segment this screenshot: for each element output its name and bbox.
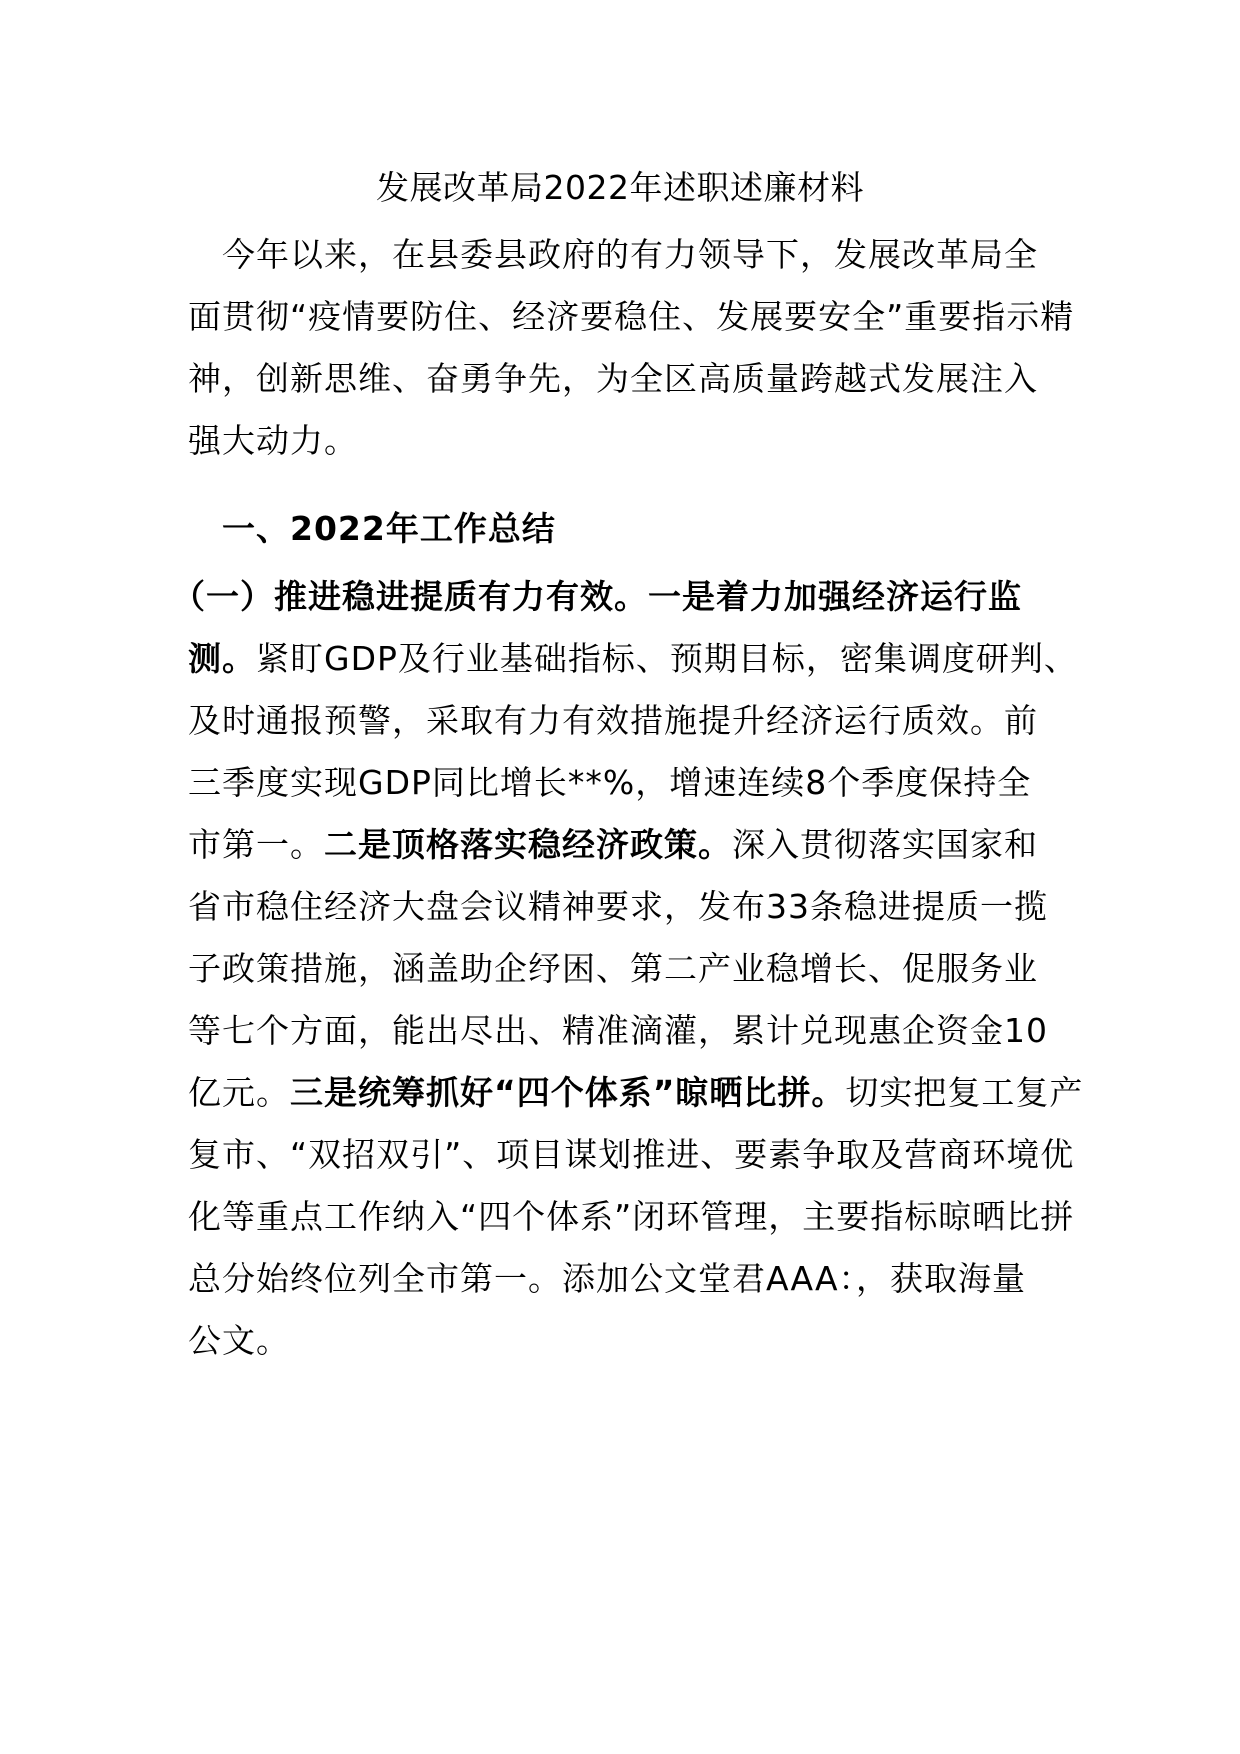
- bold-lead: 测。: [188, 639, 256, 678]
- body-text: 紧盯GDP及行业基础指标、预期目标，密集调度研判、: [256, 639, 1078, 678]
- body-text: 深入贯彻落实国家和: [732, 825, 1038, 864]
- body-line-9: [188, 1060, 1084, 1126]
- body-line-2: [188, 626, 1078, 692]
- intro-line-3: 神，创新思维、奋勇争先，为全区高质量跨越式发展注入: [188, 359, 1038, 398]
- subsection-heading: （一）推进稳进提质有力有效。一是着力加强经济运行监: [172, 577, 1022, 616]
- body-text: 市第一。: [188, 825, 324, 864]
- document-title: 发展改革局2022年述职述廉材料: [376, 168, 864, 207]
- bold-lead: 三是统筹抓好“四个体系”晾晒比拼。: [290, 1073, 846, 1112]
- body-line-7: 子政策措施，涵盖助企纾困、第二产业稳增长、促服务业: [188, 949, 1038, 988]
- body-line-5: [188, 812, 1068, 878]
- body-line-13: 公文。: [188, 1321, 290, 1360]
- bold-lead: 二是顶格落实稳经济政策。: [324, 825, 732, 864]
- intro-line-2: 面贯彻“疫情要防住、经济要稳住、发展要安全”重要指示精: [188, 297, 1075, 336]
- body-line-3: 及时通报预警，采取有力有效措施提升经济运行质效。前: [188, 701, 1038, 740]
- body-text: 亿元。: [188, 1073, 290, 1112]
- intro-line-1: 今年以来，在县委县政府的有力领导下，发展改革局全: [188, 235, 1038, 274]
- section-heading: 一、2022年工作总结: [188, 509, 556, 548]
- body-line-12: 总分始终位列全市第一。添加公文堂君AAA：，获取海量: [188, 1259, 1027, 1298]
- body-line-4: 三季度实现GDP同比增长**%，增速连续8个季度保持全: [188, 763, 1032, 802]
- body-text: 切实把复工复产: [845, 1073, 1084, 1112]
- body-line-6: 省市稳住经济大盘会议精神要求，发布33条稳进提质一揽: [188, 887, 1048, 926]
- intro-line-4: 强大动力。: [188, 421, 358, 460]
- body-line-10: 复市、“双招双引”、项目谋划推进、要素争取及营商环境优: [188, 1135, 1075, 1174]
- body-line-11: 化等重点工作纳入“四个体系”闭环管理，主要指标晾晒比拼: [188, 1197, 1075, 1236]
- body-line-8: 等七个方面，能出尽出、精准滴灌，累计兑现惠企资金10: [188, 1011, 1048, 1050]
